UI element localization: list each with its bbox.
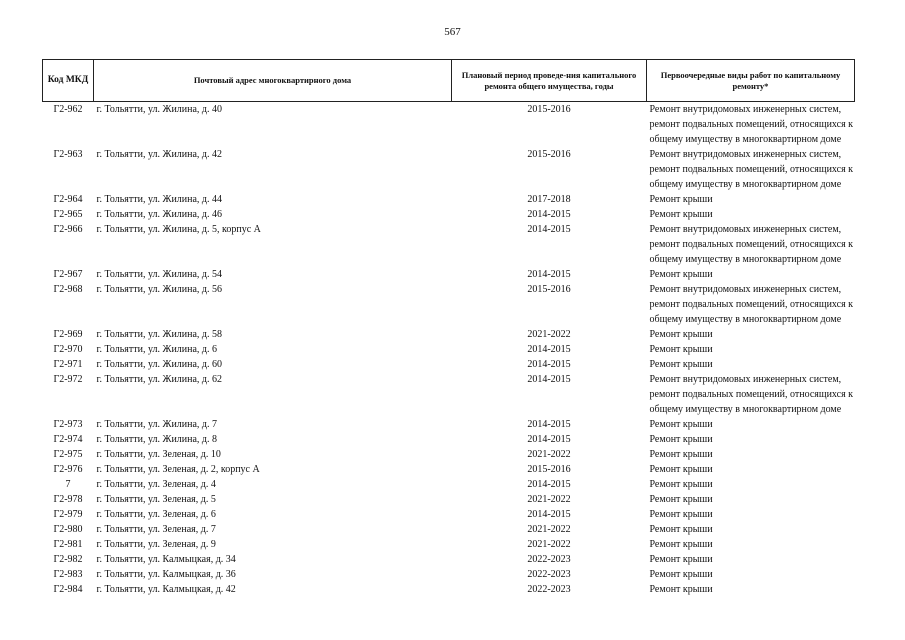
works-line: Ремонт внутридомовых инженерных систем, [649, 374, 842, 385]
table-row [43, 102, 855, 148]
works-line: Ремонт крыши [649, 584, 713, 595]
period-cell: 2014-2015 [527, 509, 571, 520]
table-row [43, 357, 855, 372]
table-body [43, 102, 855, 598]
works-line: общему имуществу в многоквартирном доме [649, 179, 842, 190]
works-line: Ремонт крыши [649, 464, 713, 475]
house-code-cell: 7 [65, 479, 71, 490]
table-row [43, 462, 855, 477]
period-cell: 2014-2015 [527, 224, 571, 235]
works-cell [647, 207, 855, 222]
table-row [43, 267, 855, 282]
works-cell [647, 537, 855, 552]
works-line: Ремонт внутридомовых инженерных систем, [649, 284, 842, 295]
house-code-cell: Г2-974 [53, 434, 83, 445]
house-code-cell: Г2-984 [53, 584, 83, 595]
works-cell [647, 372, 855, 417]
works-line: Ремонт крыши [649, 329, 713, 340]
house-code-cell: Г2-968 [53, 284, 83, 295]
header-period: Плановый период проведе-ния капитального ремонта общего имущества, годы [452, 60, 647, 102]
table-row [43, 342, 855, 357]
period-cell: 2015-2016 [527, 284, 571, 295]
table-row [43, 372, 855, 417]
works-line: Ремонт крыши [649, 449, 713, 460]
works-line: общему имуществу в многоквартирном доме [649, 404, 842, 415]
address-cell: г. Тольятти, ул. Жилина, д. 6 [96, 344, 218, 355]
house-code-cell: Г2-962 [53, 104, 83, 115]
house-code-cell: Г2-970 [53, 344, 83, 355]
works-line: Ремонт крыши [649, 479, 713, 490]
house-code-cell: Г2-980 [53, 524, 83, 535]
works-line: Ремонт внутридомовых инженерных систем, [649, 224, 842, 235]
address-cell: г. Тольятти, ул. Жилина, д. 54 [96, 269, 223, 280]
address-cell: г. Тольятти, ул. Жилина, д. 58 [96, 329, 223, 340]
works-cell [647, 417, 855, 432]
address-cell: г. Тольятти, ул. Зеленая, д. 9 [96, 539, 216, 550]
works-cell [647, 552, 855, 567]
works-line: Ремонт крыши [649, 524, 713, 535]
header-address: Почтовый адрес многоквартирного дома [94, 60, 452, 102]
house-code-cell: Г2-969 [53, 329, 83, 340]
house-code-cell: Г2-965 [53, 209, 83, 220]
table-row [43, 147, 855, 192]
works-line: общему имуществу в многоквартирном доме [649, 254, 842, 265]
period-cell: 2014-2015 [527, 344, 571, 355]
works-line: Ремонт крыши [649, 419, 713, 430]
address-cell: г. Тольятти, ул. Жилина, д. 7 [96, 419, 218, 430]
works-line: ремонт подвальных помещений, относящихся к [649, 239, 854, 250]
works-line: Ремонт крыши [649, 539, 713, 550]
works-line: ремонт подвальных помещений, относящихся к [649, 119, 854, 130]
house-code-cell: Г2-976 [53, 464, 83, 475]
address-cell: г. Тольятти, ул. Жилина, д. 42 [96, 149, 223, 160]
page-number: 567 [444, 26, 461, 38]
works-cell [647, 147, 855, 192]
period-cell: 2021-2022 [527, 329, 571, 340]
header-works: Первоочередные виды работ по капитальному ремонту* [647, 60, 855, 102]
table-row [43, 327, 855, 342]
period-cell: 2021-2022 [527, 524, 571, 535]
house-code-cell: Г2-975 [53, 449, 83, 460]
works-cell [647, 102, 855, 148]
table-row [43, 207, 855, 222]
period-cell: 2022-2023 [527, 584, 571, 595]
table-row [43, 552, 855, 567]
address-cell: г. Тольятти, ул. Калмыцкая, д. 34 [96, 554, 236, 565]
works-cell [647, 477, 855, 492]
table-row [43, 282, 855, 327]
address-cell: г. Тольятти, ул. Жилина, д. 46 [96, 209, 223, 220]
works-line: Ремонт крыши [649, 569, 713, 580]
works-cell [647, 447, 855, 462]
works-cell [647, 432, 855, 447]
period-cell: 2015-2016 [527, 104, 571, 115]
period-cell: 2017-2018 [527, 194, 571, 205]
table-row [43, 417, 855, 432]
works-line: Ремонт крыши [649, 344, 713, 355]
works-cell [647, 282, 855, 327]
table-row [43, 582, 855, 597]
period-cell: 2014-2015 [527, 269, 571, 280]
period-cell: 2021-2022 [527, 449, 571, 460]
table-row [43, 507, 855, 522]
period-cell: 2015-2016 [527, 149, 571, 160]
works-cell [647, 507, 855, 522]
period-cell: 2014-2015 [527, 374, 571, 385]
table-row [43, 537, 855, 552]
table-row [43, 447, 855, 462]
works-line: Ремонт крыши [649, 434, 713, 445]
period-cell: 2015-2016 [527, 464, 571, 475]
works-line: Ремонт крыши [649, 509, 713, 520]
table-row [43, 522, 855, 537]
period-cell: 2022-2023 [527, 554, 571, 565]
address-cell: г. Тольятти, ул. Зеленая, д. 10 [96, 449, 221, 460]
house-code-cell: Г2-966 [53, 224, 83, 235]
table-row [43, 222, 855, 267]
works-cell [647, 567, 855, 582]
works-line: Ремонт крыши [649, 494, 713, 505]
period-cell: 2014-2015 [527, 434, 571, 445]
works-line: ремонт подвальных помещений, относящихся к [649, 164, 854, 175]
period-cell: 2021-2022 [527, 494, 571, 505]
address-cell: г. Тольятти, ул. Зеленая, д. 2, корпус А [96, 464, 260, 475]
address-cell: г. Тольятти, ул. Зеленая, д. 5 [96, 494, 216, 505]
works-line: Ремонт крыши [649, 209, 713, 220]
works-cell [647, 222, 855, 267]
house-code-cell: Г2-978 [53, 494, 83, 505]
table-row [43, 192, 855, 207]
address-cell: г. Тольятти, ул. Зеленая, д. 4 [96, 479, 216, 490]
house-code-cell: Г2-983 [53, 569, 83, 580]
works-cell [647, 192, 855, 207]
works-line: Ремонт внутридомовых инженерных систем, [649, 149, 842, 160]
period-cell: 2014-2015 [527, 359, 571, 370]
period-cell: 2014-2015 [527, 209, 571, 220]
house-code-cell: Г2-982 [53, 554, 83, 565]
works-line: ремонт подвальных помещений, относящихся к [649, 389, 854, 400]
header-code: Код МКД [43, 60, 94, 102]
works-line: общему имуществу в многоквартирном доме [649, 134, 842, 145]
works-line: Ремонт крыши [649, 269, 713, 280]
works-cell [647, 582, 855, 597]
works-cell [647, 327, 855, 342]
works-cell [647, 267, 855, 282]
works-line: общему имуществу в многоквартирном доме [649, 314, 842, 325]
table-header-row [43, 60, 855, 102]
works-line: Ремонт крыши [649, 554, 713, 565]
address-cell: г. Тольятти, ул. Калмыцкая, д. 36 [96, 569, 236, 580]
period-cell: 2014-2015 [527, 419, 571, 430]
house-code-cell: Г2-973 [53, 419, 83, 430]
works-cell [647, 462, 855, 477]
address-cell: г. Тольятти, ул. Зеленая, д. 7 [96, 524, 216, 535]
works-cell [647, 357, 855, 372]
house-code-cell: Г2-981 [53, 539, 83, 550]
address-cell: г. Тольятти, ул. Жилина, д. 56 [96, 284, 223, 295]
address-cell: г. Тольятти, ул. Жилина, д. 40 [96, 104, 223, 115]
address-cell: г. Тольятти, ул. Жилина, д. 62 [96, 374, 223, 385]
address-cell: г. Тольятти, ул. Жилина, д. 8 [96, 434, 218, 445]
table-row [43, 477, 855, 492]
works-cell [647, 522, 855, 537]
period-cell: 2021-2022 [527, 539, 571, 550]
period-cell: 2014-2015 [527, 479, 571, 490]
period-cell: 2022-2023 [527, 569, 571, 580]
works-cell [647, 342, 855, 357]
house-code-cell: Г2-971 [53, 359, 83, 370]
works-line: Ремонт крыши [649, 359, 713, 370]
address-cell: г. Тольятти, ул. Калмыцкая, д. 42 [96, 584, 236, 595]
works-cell [647, 492, 855, 507]
address-cell: г. Тольятти, ул. Жилина, д. 60 [96, 359, 223, 370]
works-line: Ремонт внутридомовых инженерных систем, [649, 104, 842, 115]
table-row [43, 432, 855, 447]
table-row [43, 492, 855, 507]
works-line: Ремонт крыши [649, 194, 713, 205]
works-line: ремонт подвальных помещений, относящихся к [649, 299, 854, 310]
capital-repair-table [42, 59, 855, 597]
house-code-cell: Г2-979 [53, 509, 83, 520]
house-code-cell: Г2-967 [53, 269, 83, 280]
address-cell: г. Тольятти, ул. Жилина, д. 5, корпус А [96, 224, 261, 235]
house-code-cell: Г2-972 [53, 374, 83, 385]
address-cell: г. Тольятти, ул. Жилина, д. 44 [96, 194, 223, 205]
table-row [43, 567, 855, 582]
address-cell: г. Тольятти, ул. Зеленая, д. 6 [96, 509, 216, 520]
house-code-cell: Г2-963 [53, 149, 83, 160]
house-code-cell: Г2-964 [53, 194, 83, 205]
